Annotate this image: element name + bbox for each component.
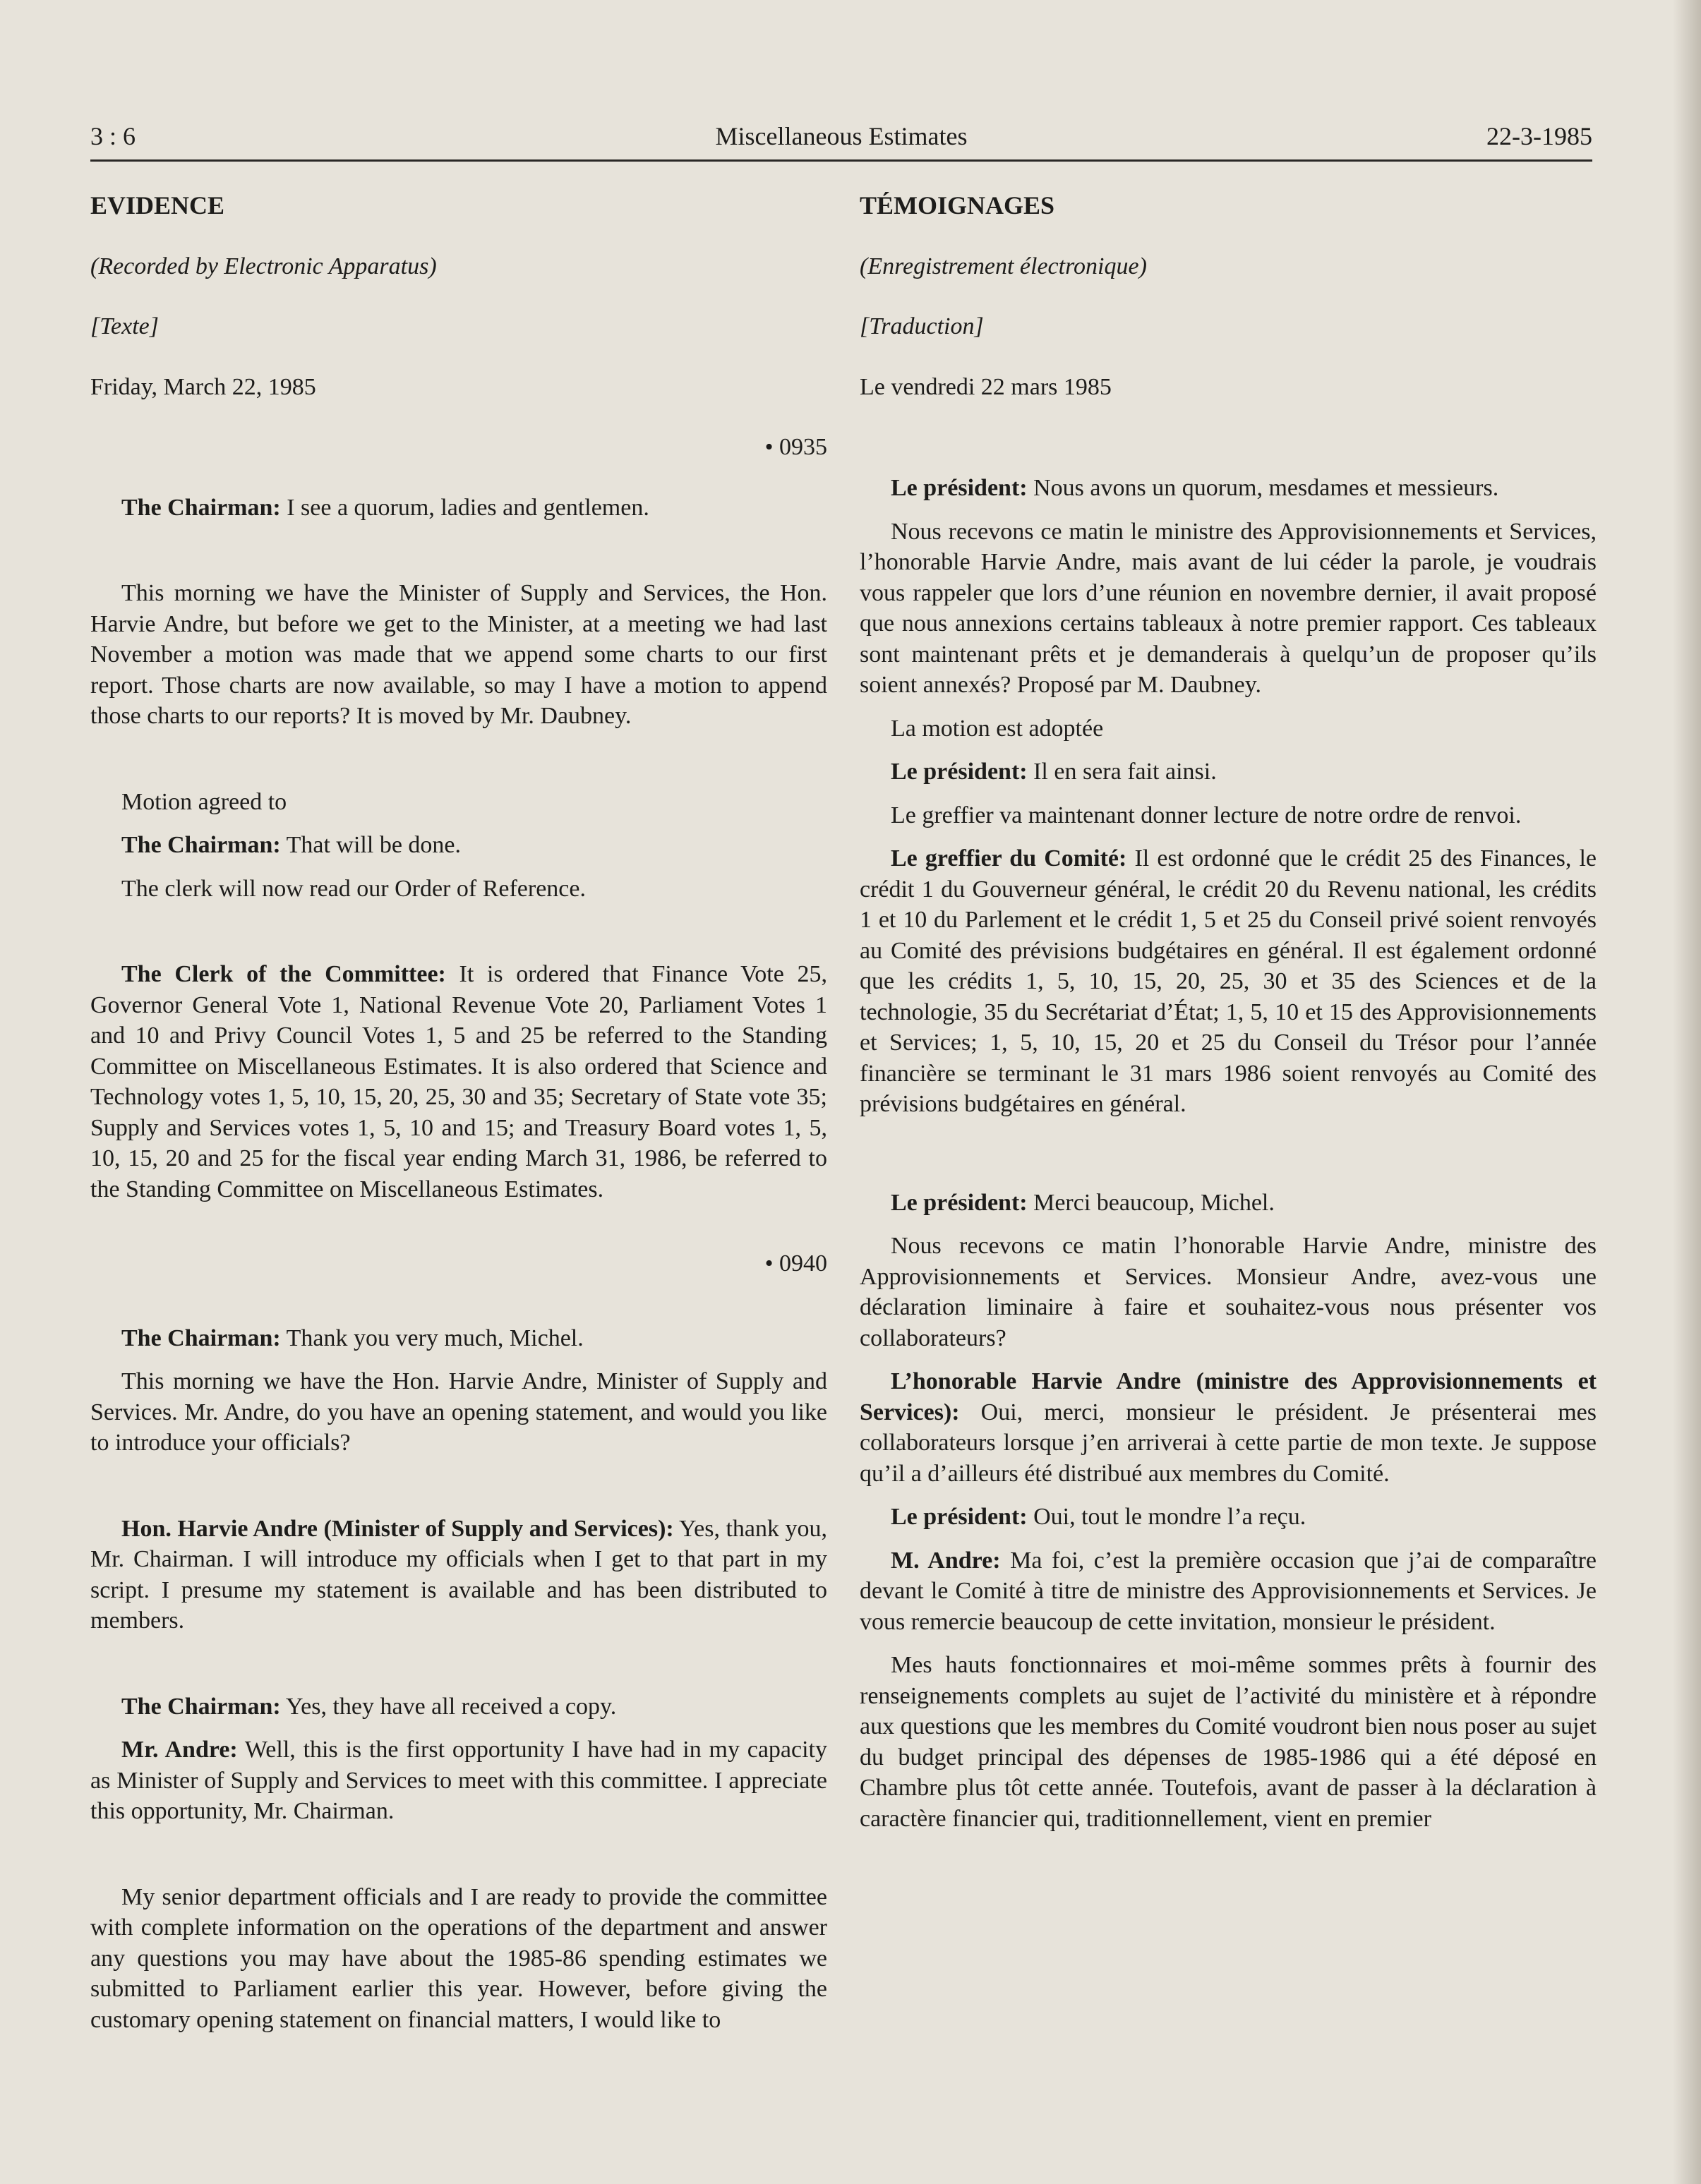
speech-text: That will be done. (280, 832, 461, 858)
english-column (90, 191, 827, 2035)
speech-paragraph (90, 1323, 827, 1354)
speech-text: Oui, merci, monsieur le président. Je présenterai mes collaborateurs lorsque j’en arriverai à cette partie de mon texte. Je suppose qu’il a d’ailleurs été distribué aux membres du Comité. (860, 1399, 1597, 1487)
speech-paragraph (860, 1545, 1597, 1638)
french-column (860, 191, 1597, 1834)
speech-paragraph (90, 830, 827, 861)
speech-paragraph (860, 1502, 1597, 1533)
speech-paragraph (860, 473, 1597, 504)
speaker-label: The Clerk of the Committee: (121, 961, 446, 987)
section-title: TÉMOIGNAGES (860, 191, 1055, 219)
speech-paragraph: Nous recevons ce matin l’honorable Harvie Andre, ministre des Approvisionnements et Services. Monsieur Andre, avez-vous une déclaration liminaire à faire et souhaitez-vous nous présenter vos collaborateurs? (860, 1233, 1597, 1351)
speaker-label: The Chairman: (121, 1325, 281, 1351)
speech-text: Il en sera fait ainsi. (1027, 759, 1217, 785)
speaker-label: Le président: (891, 759, 1028, 785)
speech-paragraph: This morning we have the Hon. Harvie Andre, Minister of Supply and Services. Mr. Andre, do you have an opening statement, and would you like to introduce your officials? (90, 1368, 827, 1456)
header-date: 22-3-1985 (1486, 122, 1592, 150)
language-tag: [Traduction] (860, 313, 984, 339)
speech-text: It is ordered that Finance Vote 25, Governor General Vote 1, National Revenue Vote 20, Parliament Votes 1 and 10 and Privy Council Votes 1, 5 and 25 be referred to the Standing Committee on Miscellaneous Estimates. It is also ordered that Science and Technology votes 1, 5, 10, 15, 20, 25, 30 and 35; Secretary of State vote 35; Supply and Services votes 1, 5, 10 and 15; and Treasury Board votes 1, 5, 10, 15, 20 and 25 for the fiscal year ending March 31, 1986, be referred to the Standing Committee on Miscellaneous Estimates. (90, 961, 827, 1202)
speech-paragraph (90, 959, 827, 1205)
speech-paragraph (860, 1366, 1597, 1489)
header-rule (90, 159, 1592, 162)
speaker-label: Le président: (891, 1504, 1028, 1530)
speaker-label: M. Andre: (891, 1547, 1001, 1574)
speaker-label: The Chairman: (121, 832, 281, 858)
recording-note: (Enregistrement électronique) (860, 253, 1147, 279)
speech-paragraph (860, 756, 1597, 788)
recording-note: (Recorded by Electronic Apparatus) (90, 253, 437, 279)
language-tag: [Texte] (90, 313, 159, 339)
speech-paragraph: This morning we have the Minister of Supply and Services, the Hon. Harvie Andre, but before we get to the Minister, at a meeting we had last November a motion was made that we append some charts to our first report. Those charts are now available, so may I have a motion to append those charts to our reports? It is moved by Mr. Daubney. (90, 580, 827, 729)
speech-text: Yes, thank you, Mr. Chairman. I will introduce my officials when I get to that part in my script. I presume my statement is available and has been distributed to members. (90, 1515, 827, 1634)
speech-paragraph (860, 1188, 1597, 1219)
motion-line: La motion est adoptée (891, 715, 1104, 742)
sitting-date: Le vendredi 22 mars 1985 (860, 373, 1112, 400)
speaker-label: Hon. Harvie Andre (Minister of Supply and Services): (121, 1515, 674, 1542)
speaker-label: L’honorable Harvie Andre (ministre des Approvisionnements et Services): (860, 1368, 1597, 1425)
speaker-label: Le président: (891, 475, 1028, 501)
page-number: 3 : 6 (90, 122, 136, 150)
time-marker: • 0940 (764, 1250, 827, 1277)
speech-text: Yes, they have all received a copy. (280, 1693, 617, 1720)
speech-paragraph: Mes hauts fonctionnaires et moi-même sommes prêts à fournir des renseignements complets au sujet de l’activité du ministère et à répondre aux questions que les membres du Comité voudront bien nous poser au sujet du budget principal des dépenses de 1985-1986 qui a été déposé en Chambre plus tôt cette année. Toutefois, avant de passer à la déclaration à caractère financier qui, traditionnellement, vient en premier (860, 1652, 1597, 1832)
time-marker: • 0935 (764, 434, 827, 460)
speaker-label: Le greffier du Comité: (891, 845, 1127, 871)
speech-paragraph: Nous recevons ce matin le ministre des Approvisionnements et Services, l’honorable Harvie Andre, mais avant de lui céder la parole, je voudrais vous rappeler que lors d’une réunion en novembre dernier, il avait proposé que nous annexions certains tableaux à notre premier rapport. Ces tableaux sont maintenant prêts et je demanderais à quelqu’un de proposer qu’ils soient annexés? Proposé par M. Daubney. (860, 518, 1597, 698)
speech-paragraph (860, 843, 1597, 1120)
speech-text: Oui, tout le mondre l’a reçu. (1027, 1504, 1306, 1530)
speaker-label: The Chairman: (121, 1693, 281, 1720)
speaker-label: The Chairman: (121, 494, 281, 521)
speech-text: I see a quorum, ladies and gentlemen. (280, 494, 649, 521)
speaker-label: Le président: (891, 1189, 1028, 1216)
section-title: EVIDENCE (90, 191, 225, 219)
speech-paragraph (90, 493, 827, 524)
page-edge-shadow (1673, 0, 1701, 2184)
speech-paragraph (90, 1734, 827, 1827)
speech-text: Nous avons un quorum, mesdames et messieurs. (1027, 475, 1499, 501)
motion-line: Motion agreed to (121, 788, 287, 815)
running-header (90, 121, 1592, 161)
speech-text: Ma foi, c’est la première occasion que j’ai de comparaître devant le Comité à titre de ministre des Approvisionnements et Services. Je vous remercie beaucoup de cette invitation, monsieur le président. (860, 1547, 1597, 1635)
speech-text: Thank you very much, Michel. (280, 1325, 584, 1351)
speech-paragraph: Le greffier va maintenant donner lecture de notre ordre de renvoi. (891, 802, 1522, 828)
speech-paragraph: My senior department officials and I are ready to provide the committee with complete information on the operations of the department and answer any questions you may have about the 1985-86 spending estimates we submitted to Parliament earlier this year. However, before giving the customary opening statement on financial matters, I would like to (90, 1883, 827, 2033)
publication-title: Miscellaneous Estimates (715, 122, 968, 150)
speaker-label: Mr. Andre: (121, 1737, 238, 1763)
speech-paragraph: The clerk will now read our Order of Reference. (121, 875, 586, 902)
speech-paragraph (90, 1691, 827, 1723)
speech-text: Il est ordonné que le crédit 25 des Finances, le crédit 1 du Gouverneur général, le crédit 20 du Revenu national, les crédits 1 et 10 du Parlement et le crédit 1, 5 et 25 du Conseil privé soient renvoyés au Comité des prévisions budgétaires en général. Il est également ordonné que les crédits 1, 5, 10, 15, 20, 25, 30 et 35 des Sciences et de la technologie, 35 du Secrétariat d’État; 1, 5, 10 et 15 des Approvisionnements et Services; 1, 5, 10, 15, 20 et 25 du Conseil du Trésor pour l’année financière se terminant le 31 mars 1986 soient renvoyés au Comité des prévisions budgétaires en général. (860, 845, 1597, 1117)
speech-text: Merci beaucoup, Michel. (1027, 1189, 1275, 1216)
sitting-date: Friday, March 22, 1985 (90, 373, 316, 400)
speech-paragraph (90, 1514, 827, 1636)
speech-text: Well, this is the first opportunity I have had in my capacity as Minister of Supply and Services to meet with this committee. I appreciate this opportunity, Mr. Chairman. (90, 1737, 828, 1824)
